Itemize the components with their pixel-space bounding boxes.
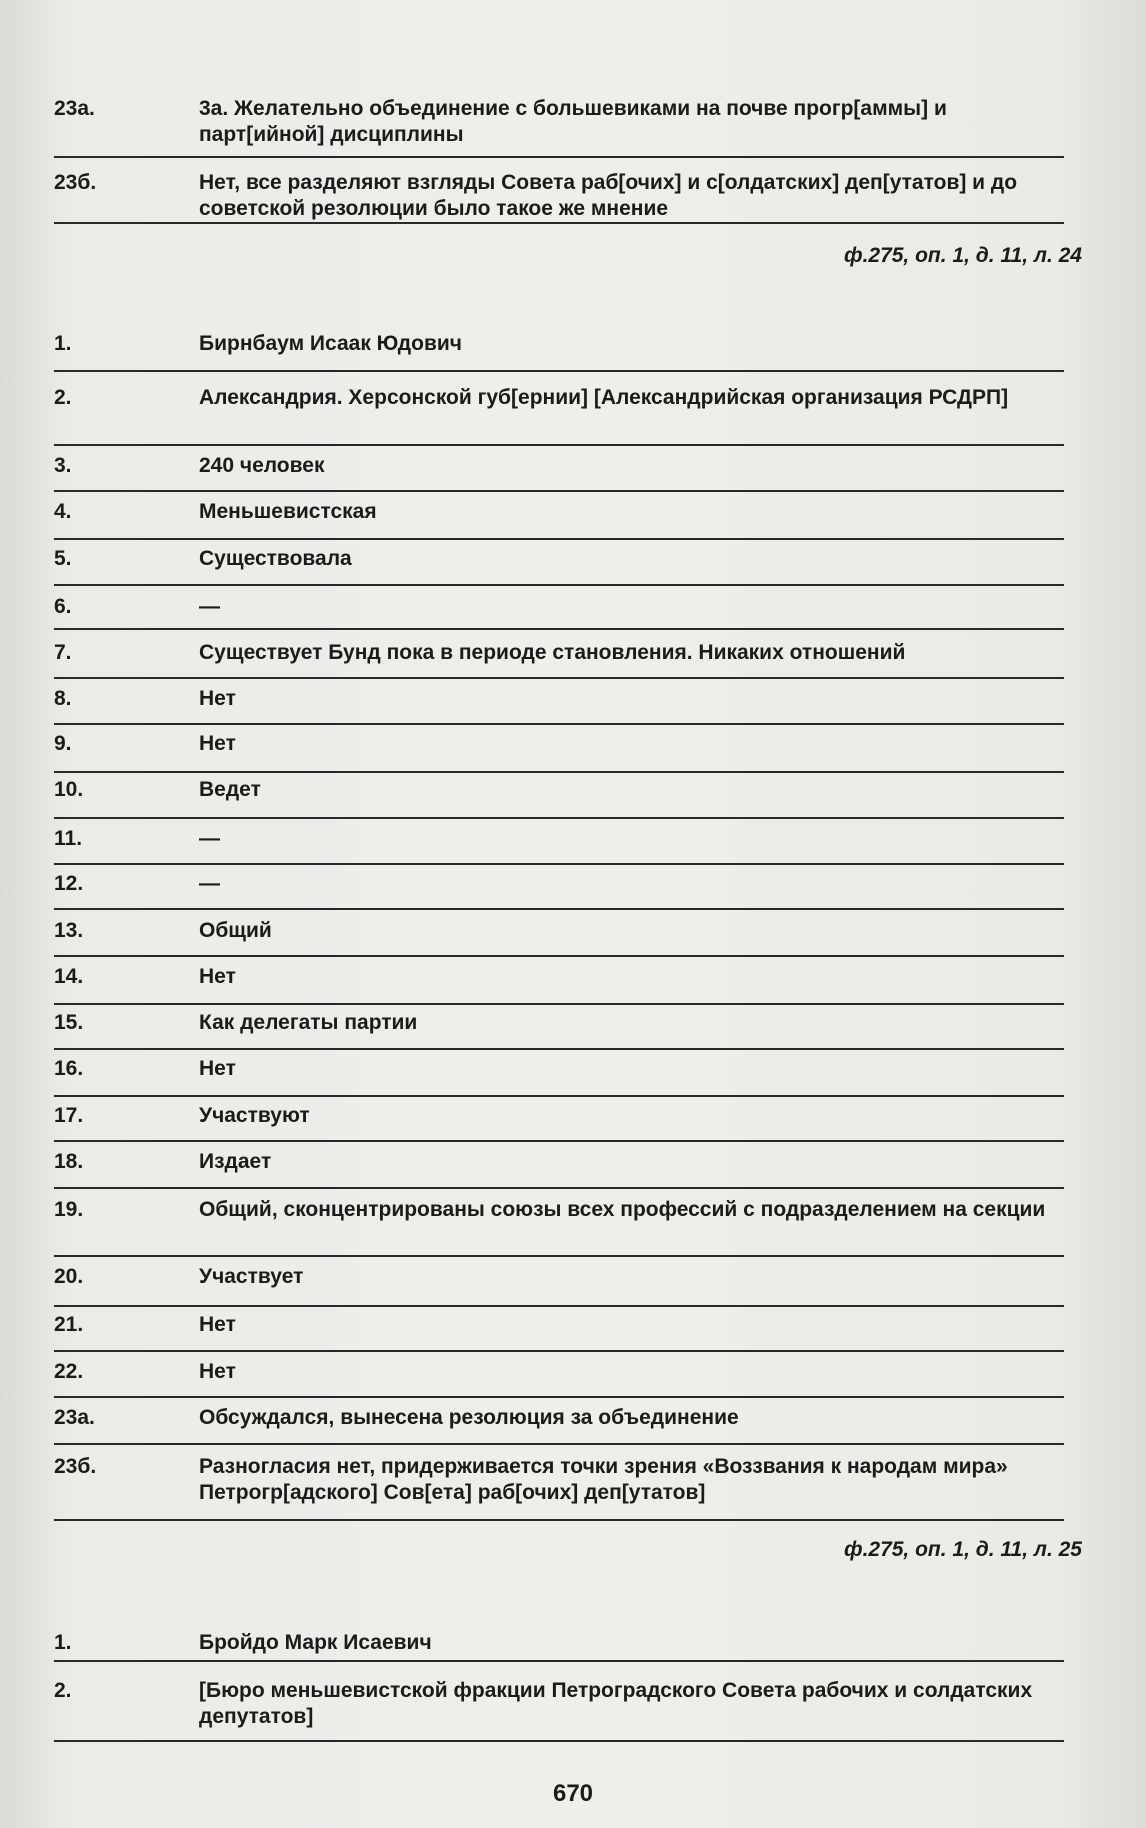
item-answer: 3а. Желательно объединение с большевиками на почве прогр[аммы] и парт[ийной] дисциплины [199, 97, 947, 146]
row-divider [54, 1740, 1064, 1742]
item-number: 9. [54, 732, 72, 755]
item-number: 23б. [54, 1455, 97, 1478]
row-divider [54, 1396, 1064, 1398]
item-answer: — [199, 595, 220, 618]
item-number: 17. [54, 1104, 84, 1127]
item-number: 12. [54, 872, 84, 895]
item-answer: Нет [199, 1313, 236, 1336]
item-answer: Бирнбаум Исаак Юдович [199, 332, 462, 355]
item-number: 10. [54, 778, 84, 801]
item-answer: Нет [199, 965, 236, 988]
item-answer: Нет [199, 732, 236, 755]
row-divider [54, 1187, 1064, 1189]
item-number: 23а. [54, 1406, 95, 1429]
row-divider [54, 222, 1064, 224]
item-number: 19. [54, 1198, 84, 1221]
item-answer: — [199, 872, 220, 895]
item-answer: Общий, сконцентрированы союзы всех профессий с подразделением на секции [199, 1198, 1046, 1221]
row-divider [54, 677, 1064, 679]
item-answer: Меньшевистская [199, 500, 377, 523]
item-answer: Бройдо Марк Исаевич [199, 1631, 432, 1654]
item-number: 4. [54, 500, 72, 523]
item-number: 1. [54, 332, 72, 355]
item-number: 3. [54, 454, 72, 477]
item-answer: Разногласия нет, придерживается точки зрения «Воззвания к народам мира» Петрогр[адского] Сов[ета] раб[очих] деп[утатов] [199, 1455, 1008, 1504]
row-divider [54, 771, 1064, 773]
item-number: 22. [54, 1360, 84, 1383]
row-divider [54, 955, 1064, 957]
item-number: 2. [54, 1679, 72, 1702]
row-divider [54, 628, 1064, 630]
row-divider [54, 370, 1064, 372]
row-divider [54, 1519, 1064, 1521]
item-number: 2. [54, 386, 72, 409]
row-divider [54, 863, 1064, 865]
item-number: 11. [54, 827, 83, 850]
item-number: 16. [54, 1057, 84, 1080]
row-divider [54, 1255, 1064, 1257]
item-answer: — [199, 827, 220, 850]
row-divider [54, 538, 1064, 540]
row-divider [54, 1095, 1064, 1097]
item-number: 18. [54, 1150, 84, 1173]
row-divider [54, 156, 1064, 158]
item-number: 6. [54, 595, 72, 618]
item-number: 5. [54, 547, 72, 570]
item-answer: Общий [199, 919, 272, 942]
item-number: 21. [54, 1313, 84, 1336]
item-number: 8. [54, 687, 72, 710]
item-number: 1. [54, 1631, 72, 1654]
item-answer: Нет [199, 687, 236, 710]
row-divider [54, 1140, 1064, 1142]
item-answer: [Бюро меньшевистской фракции Петроградского Совета рабочих и солдатских депутатов] [199, 1679, 1033, 1728]
item-answer: Как делегаты партии [199, 1011, 418, 1034]
item-answer: Существует Бунд пока в периоде становления. Никаких отношений [199, 641, 906, 664]
item-number: 7. [54, 641, 72, 664]
row-divider [54, 1305, 1064, 1307]
item-answer: Нет, все разделяют взгляды Совета раб[очих] и с[олдатских] деп[утатов] и до советской резолюции было такое же мнение [199, 171, 1018, 220]
item-answer: Нет [199, 1057, 236, 1080]
row-divider [54, 584, 1064, 586]
item-answer: Участвует [199, 1265, 304, 1288]
item-answer: Александрия. Херсонской губ[ернии] [Александрийская организация РСДРП] [199, 386, 1009, 409]
row-divider [54, 723, 1064, 725]
item-answer: Ведет [199, 778, 261, 801]
item-answer: 240 человек [199, 454, 325, 477]
row-divider [54, 1660, 1064, 1662]
archive-citation-2: ф.275, оп. 1, д. 11, л. 25 [843, 1538, 1082, 1561]
archive-citation-1: ф.275, оп. 1, д. 11, л. 24 [843, 244, 1082, 267]
row-divider [54, 1048, 1064, 1050]
item-answer: Нет [199, 1360, 236, 1383]
item-answer: Обсуждался, вынесена резолюция за объединение [199, 1406, 739, 1429]
row-divider [54, 444, 1064, 446]
row-divider [54, 1003, 1064, 1005]
item-number: 23а. [54, 97, 95, 120]
item-number: 20. [54, 1265, 84, 1288]
row-divider [54, 817, 1064, 819]
row-divider [54, 1443, 1064, 1445]
item-answer: Издает [199, 1150, 272, 1173]
item-number: 14. [54, 965, 84, 988]
item-answer: Существовала [199, 547, 352, 570]
row-divider [54, 1350, 1064, 1352]
item-number: 23б. [54, 171, 97, 194]
item-answer: Участвуют [199, 1104, 310, 1127]
item-number: 15. [54, 1011, 84, 1034]
page-number: 670 [552, 1780, 594, 1807]
row-divider [54, 908, 1064, 910]
item-number: 13. [54, 919, 84, 942]
row-divider [54, 490, 1064, 492]
